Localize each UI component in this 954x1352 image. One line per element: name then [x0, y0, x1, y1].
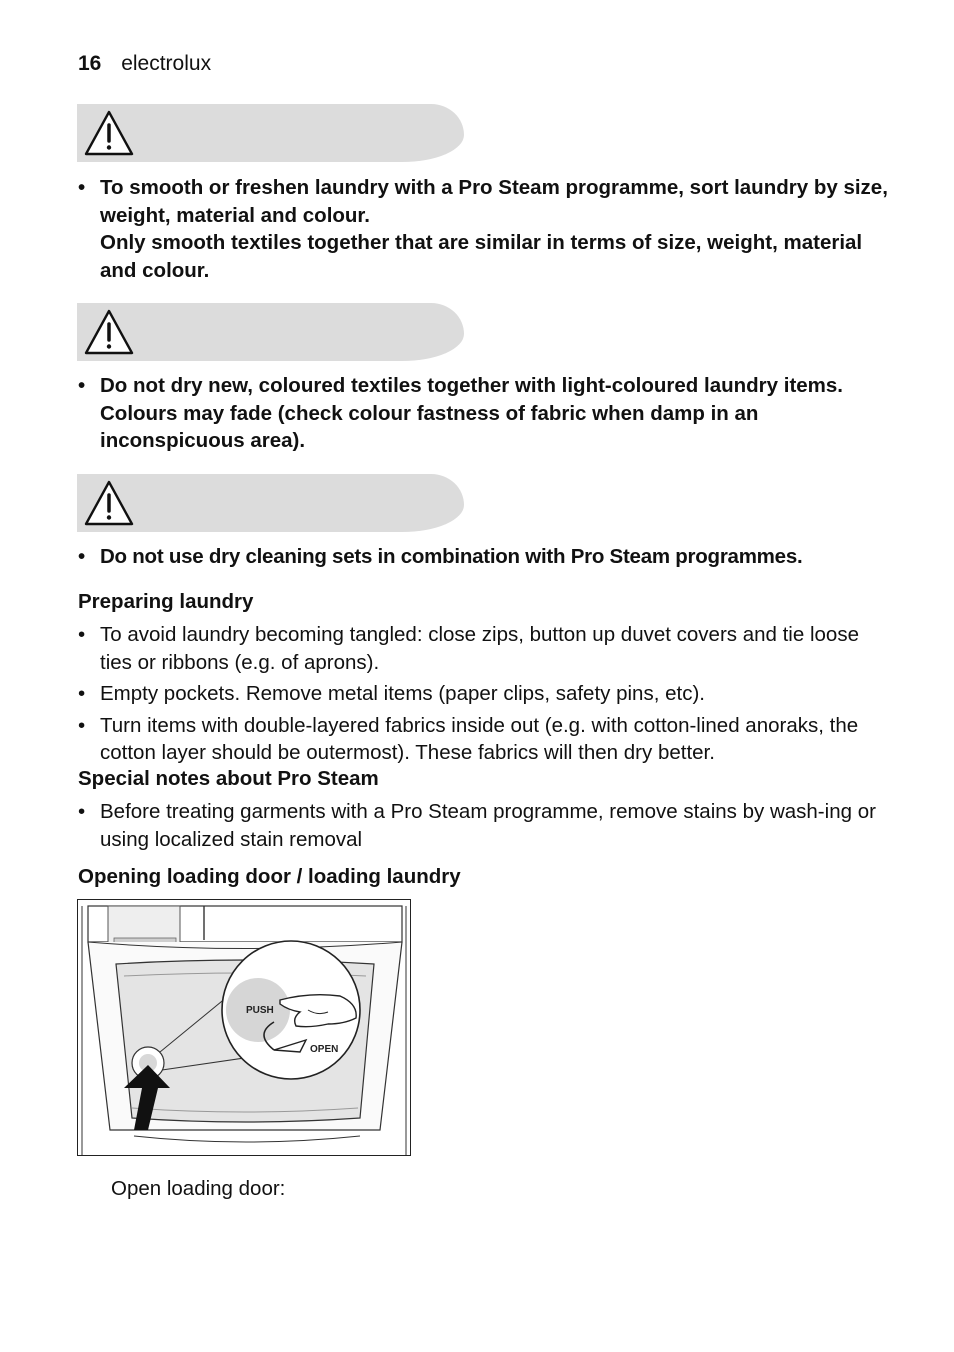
list-item: • Empty pockets. Remove metal items (paper clips, safety pins, etc). — [78, 680, 888, 708]
section-title-loading: Opening loading door / loading laundry — [78, 865, 461, 888]
warning-banner-3 — [77, 474, 464, 532]
warning-line: • Do not use dry cleaning sets in combination with Pro Steam programmes. — [100, 545, 803, 568]
preparing-list — [78, 621, 888, 767]
list-item: • Turn items with double-layered fabrics inside out (e.g. with cotton-lined anoraks, the cotton layer should be outermost). These fabrics will then dry better. — [78, 712, 888, 767]
warning-line: • Do not dry new, coloured textiles together with light-coloured laundry items. Colours may fade (check colour fastness of fabric when damp in an inconspicuous area). — [100, 374, 844, 452]
warning-triangle-icon — [83, 478, 135, 528]
section-title-steam-notes: Special notes about Pro Steam — [78, 767, 379, 790]
warning-banner-1 — [77, 104, 464, 162]
push-label: PUSH — [246, 1005, 274, 1016]
page-number: 16 — [78, 52, 102, 75]
section-title-preparing: Preparing laundry — [78, 590, 254, 613]
warning-line: Only smooth textiles together that are similar in terms of size, weight, material and colour. — [100, 231, 863, 282]
warning-line: • To smooth or freshen laundry with a Pro Steam programme, sort laundry by size, weight, material and colour. — [100, 176, 888, 227]
warning-text-3 — [78, 543, 888, 571]
figure-caption: Open loading door: — [111, 1177, 286, 1200]
page-header — [78, 52, 211, 76]
open-label: OPEN — [310, 1044, 339, 1055]
washer-door-drawing — [78, 900, 411, 1156]
warning-banner-2 — [77, 303, 464, 361]
steam-notes-list — [78, 798, 888, 853]
warning-text-1 — [78, 174, 888, 284]
list-item: • To avoid laundry becoming tangled: close zips, button up duvet covers and tie loose ties or ribbons (e.g. of aprons). — [78, 621, 888, 676]
brand-name: electrolux — [121, 52, 212, 75]
warning-triangle-icon — [83, 307, 135, 357]
list-item: • Before treating garments with a Pro Steam programme, remove stains by wash-ing or using localized stain removal — [78, 798, 888, 853]
warning-text-2 — [78, 372, 888, 455]
door-opening-illustration — [77, 899, 411, 1156]
warning-triangle-icon — [83, 108, 135, 158]
